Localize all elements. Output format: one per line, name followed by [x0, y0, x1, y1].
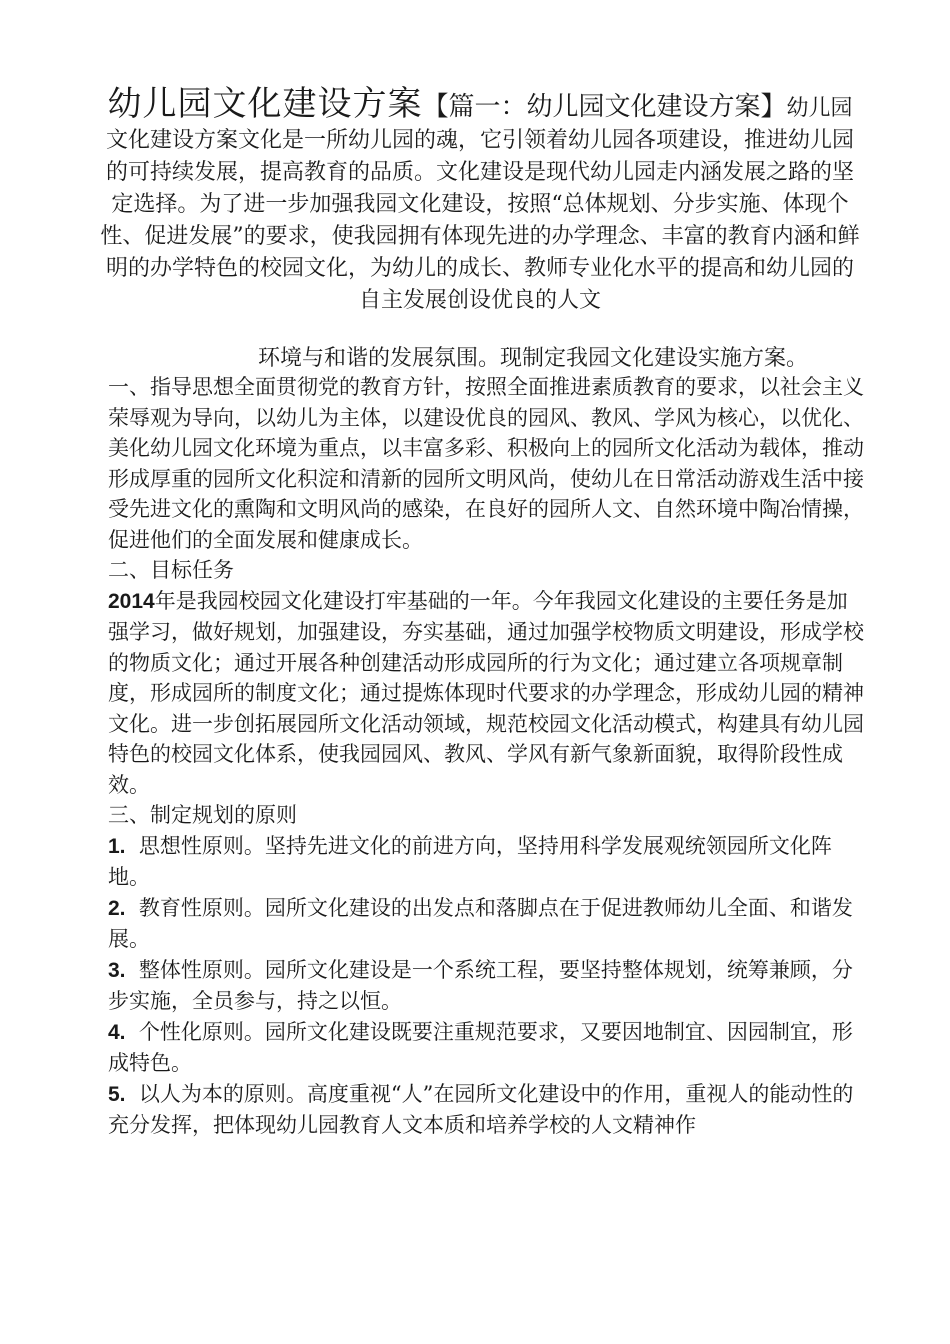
document-title: 幼儿园文化建设方案: [107, 84, 423, 124]
principle-number: 5.: [108, 1082, 126, 1106]
intro-paragraph: 幼儿园文化建设方案文化是一所幼儿园的魂，它引领着幼儿园各项建设，推进幼儿园的可持续发展，提高教育的品质。文化建设是现代幼儿园走内涵发展之路的坚定选择。为了进一步加强我园文化建设，按照“总体规划、分步实施、体现个性、促进发展”的要求，使我园拥有体现先进的办学理念、丰富的教育内涵和鲜明的办学特色的校园文化，为幼儿的成长、教师专业化水平的提高和幼儿园的自主发展创设优良的人文: [100, 96, 860, 313]
principle-text: 个性化原则。园所文化建设既要注重规范要求，又要因地制宜、因园制宜，形成特色。: [108, 1019, 853, 1075]
principle-number: 2.: [108, 896, 126, 920]
principle-text: 以人为本的原则。高度重视“人”在园所文化建设中的作用，重视人的能动性的充分发挥，把体现幼儿园教育人文本质和培养学校的人文精神作: [108, 1081, 854, 1137]
year-number: 2014: [108, 589, 155, 613]
principle-5: [108, 1079, 868, 1141]
principle-number: 1.: [108, 834, 126, 858]
principle-number: 3.: [108, 958, 126, 982]
principle-text: 整体性原则。园所文化建设是一个系统工程，要坚持整体规划，统筹兼顾，分步实施，全员参与，持之以恒。: [108, 957, 853, 1013]
section-2-heading: 二、目标任务: [108, 558, 234, 582]
principle-4: [108, 1017, 868, 1079]
section-3-heading: 三、制定规划的原则: [108, 803, 297, 827]
intro-tail: 环境与和谐的发展氛围。现制定我园文化建设实施方案。: [258, 346, 809, 371]
principle-1: [108, 831, 868, 893]
principle-text: 思想性原则。坚持先进文化的前进方向，坚持用科学发展观统领园所文化阵地。: [108, 833, 832, 889]
principle-number: 4.: [108, 1020, 126, 1044]
principle-text: 教育性原则。园所文化建设的出发点和落脚点在于促进教师幼儿全面、和谐发展。: [108, 895, 853, 951]
document-subtitle: 【篇一：幼儿园文化建设方案】: [422, 92, 787, 122]
principle-3: [108, 955, 868, 1017]
section-2-paragraph: [108, 586, 868, 801]
document-body: [108, 372, 868, 1141]
section-2-text: 年是我园校园文化建设打牢基础的一年。今年我园文化建设的主要任务是加强学习，做好规划，加强建设，夯实基础，通过加强学校物质文明建设，形成学校的物质文化；通过开展各种创建活动形成园所的行为文化；通过建立各项规章制度，形成园所的制度文化；通过提炼体现时代要求的办学理念，形成幼儿园的精神文化。进一步创拓展园所文化活动领域，规范校园文化活动模式，构建具有幼儿园特色的校园文化体系，使我园园风、教风、学风有新气象新面貌，取得阶段性成效。: [108, 588, 864, 797]
principle-2: [108, 893, 868, 955]
title-block: [100, 84, 860, 317]
section-1: 一、指导思想全面贯彻党的教育方针，按照全面推进素质教育的要求，以社会主义荣辱观为导向，以幼儿为主体，以建设优良的园风、教风、学风为核心，以优化、美化幼儿园文化环境为重点，以丰富多彩、积极向上的园所文化活动为载体，推动形成厚重的园所文化积淀和清新的园所文明风尚，使幼儿在日常活动游戏生活中接受先进文化的熏陶和文明风尚的感染，在良好的园所人文、自然环境中陶冶情操，促进他们的全面发展和健康成长。: [108, 375, 864, 552]
